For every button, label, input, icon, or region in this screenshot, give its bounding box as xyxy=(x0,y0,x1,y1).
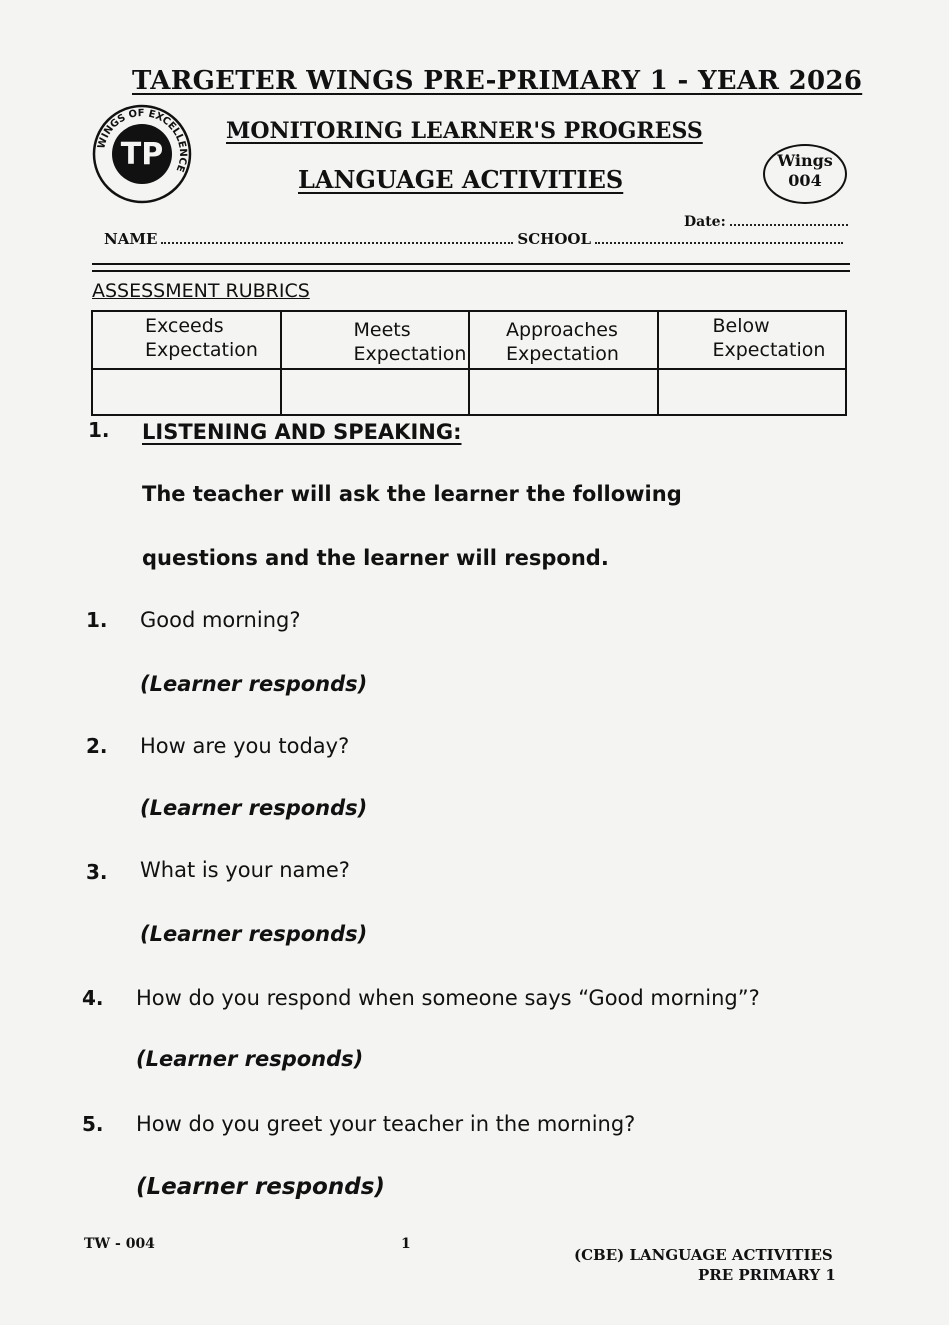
logo-ring-text: WINGS OF EXCELLENCE xyxy=(96,107,189,174)
learner-response: (Learner responds) xyxy=(136,1047,364,1071)
name-label: NAME xyxy=(104,230,158,248)
name-blank[interactable] xyxy=(161,232,513,244)
rubric-table xyxy=(91,310,847,416)
document-subtitle: MONITORING LEARNER'S PROGRESS xyxy=(226,118,703,144)
header-divider-thick xyxy=(92,270,850,272)
date-blank[interactable] xyxy=(730,214,848,226)
code-badge-line1: Wings xyxy=(777,151,833,170)
section-number: 1. xyxy=(88,418,110,442)
rubric-cell[interactable] xyxy=(281,369,470,415)
rubric-column-header: Approaches Expectation xyxy=(469,311,658,369)
question-number: 4. xyxy=(82,986,104,1010)
date-label: Date: xyxy=(684,214,726,230)
question-text: How do you greet your teacher in the morning? xyxy=(136,1112,636,1136)
rubric-column-header: Below Expectation xyxy=(658,311,847,369)
instruction-line: The teacher will ask the learner the following xyxy=(142,482,682,506)
header-divider xyxy=(92,263,850,265)
school-logo xyxy=(92,104,192,204)
date-field xyxy=(684,214,848,230)
section-title: LISTENING AND SPEAKING: xyxy=(142,420,462,444)
question-text: What is your name? xyxy=(140,858,350,882)
footer-grade: PRE PRIMARY 1 xyxy=(698,1266,836,1284)
learner-response: (Learner responds) xyxy=(140,796,368,820)
question-text: How are you today? xyxy=(140,734,350,758)
page-number: 1 xyxy=(401,1236,411,1252)
logo-monogram: TP xyxy=(120,137,164,172)
document-title: TARGETER WINGS PRE-PRIMARY 1 - YEAR 2026 xyxy=(132,66,863,96)
school-label: SCHOOL xyxy=(517,230,592,248)
question-number: 2. xyxy=(86,734,108,758)
learner-response: (Learner responds) xyxy=(136,1174,385,1200)
question-text: How do you respond when someone says “Good morning”? xyxy=(136,986,760,1010)
question-number: 3. xyxy=(86,860,108,884)
rubric-column-header: Meets Expectation xyxy=(281,311,470,369)
code-badge-line2: 004 xyxy=(788,171,822,190)
rubric-column-header: Exceeds Expectation xyxy=(92,311,281,369)
footer-code: TW - 004 xyxy=(84,1236,155,1252)
rubric-heading: ASSESSMENT RUBRICS xyxy=(92,280,310,302)
learner-response: (Learner responds) xyxy=(140,922,368,946)
question-number: 5. xyxy=(82,1112,104,1136)
rubric-cell[interactable] xyxy=(92,369,281,415)
rubric-cell[interactable] xyxy=(658,369,847,415)
school-blank[interactable] xyxy=(595,232,843,244)
question-text: Good morning? xyxy=(140,608,301,632)
question-number: 1. xyxy=(86,608,108,632)
footer-subject: (CBE) LANGUAGE ACTIVITIES xyxy=(574,1246,833,1264)
name-school-line xyxy=(104,230,843,248)
instruction-line: questions and the learner will respond. xyxy=(142,546,609,570)
learner-response: (Learner responds) xyxy=(140,672,368,696)
document-code-badge xyxy=(763,144,847,204)
rubric-cell[interactable] xyxy=(469,369,658,415)
subject-title: LANGUAGE ACTIVITIES xyxy=(298,165,624,194)
